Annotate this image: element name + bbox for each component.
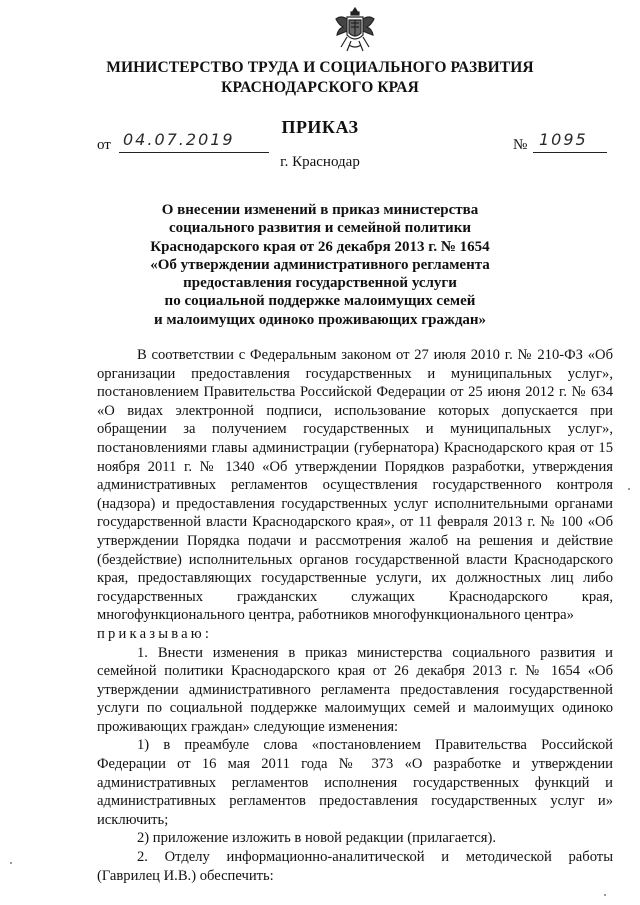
scan-speck	[628, 488, 630, 490]
subject-line: социального развития и семейной политики	[169, 220, 471, 237]
scan-speck	[10, 862, 12, 864]
date-label: от	[97, 137, 111, 153]
subject-line: по социальной поддержке малоимущих семей	[164, 293, 476, 310]
item-2-paragraph: 2. Отделу информационно-аналитической и методической работы (Гаврилец И.В.) обеспечить:	[97, 849, 613, 884]
org-line-2: КРАСНОДАРСКОГО КРАЯ	[221, 79, 419, 96]
subject-line: предоставления государственной услуги	[183, 275, 457, 292]
subject-line: Краснодарского края от 26 декабря 2013 г. № 1654	[150, 238, 490, 255]
subitem-2-paragraph: 2) приложение изложить в новой редакции (прилагается).	[137, 830, 496, 847]
coat-of-arms-icon	[333, 5, 377, 55]
document-subject	[0, 201, 640, 329]
scan-speck	[604, 894, 606, 896]
order-word: приказываю:	[97, 625, 213, 642]
subject-line: «Об утверждении административного регламента	[150, 256, 490, 273]
date-value: 04.07.2019	[123, 130, 235, 149]
date-field	[119, 130, 269, 153]
org-line-1: МИНИСТЕРСТВО ТРУДА И СОЦИАЛЬНОГО РАЗВИТИЯ	[106, 59, 534, 76]
subitem-1-paragraph: 1) в преамбуле слова «постановлением Правительства Российской Федерации от 16 мая 2011 года № 373 «О разработке и утверждении административных регламентов исполнения государственных функций и административных регламентов предоставления государственных услуг и» исключить;	[97, 737, 613, 828]
city: г. Краснодар	[280, 154, 360, 170]
item-1-paragraph: 1. Внести изменения в приказ министерства социального развития и семейной политики Краснодарского края от 26 декабря 2013 г. № 1654 «Об утверждении административного регламента предоставления государственной услуги по социальной поддержке малоимущих семей и малоимущих одиноко проживающих граждан» следующие изменения:	[97, 644, 613, 735]
subject-line: и малоимущих одиноко проживающих граждан»	[153, 311, 487, 328]
subject-line: О внесении изменений в приказ министерства	[161, 202, 479, 218]
document-body	[97, 346, 613, 885]
organization-name	[0, 58, 640, 98]
preamble-paragraph: В соответствии с Федеральным законом от 27 июля 2010 г. № 210-ФЗ «Об организации предоставления государственных и муниципальных услуг», постановлением Правительства Российской Федерации от 25 июня 2012 г. № 634 «О видах электронной подписи, использование которых допускается при обращении за получением государственных и муниципальных услуг», постановлениями главы администрации (губернатора) Краснодарского края от 15 ноября 2011 г. № 1340 «Об утверждении Порядков разработки, утверждения административных регламентов осуществления государственного контроля (надзора) и предоставления государственных услуг исполнительными органами государственной власти Краснодарского края», от 11 февраля 2013 г. № 100 «Об утверждении Порядка подачи и рассмотрения жалоб на решения и действие (бездействие) исполнительных органов государственной власти Краснодарского края, предоставляющих государственные услуги, их должностных лиц либо государственных гражданских служащих Краснодарского края, многофункционального центра, работников многофункционального центра»	[97, 347, 613, 624]
number-label: №	[513, 137, 528, 153]
number-value: 1095	[539, 130, 588, 149]
document-type: ПРИКАЗ	[281, 117, 359, 137]
number-field	[533, 130, 607, 153]
